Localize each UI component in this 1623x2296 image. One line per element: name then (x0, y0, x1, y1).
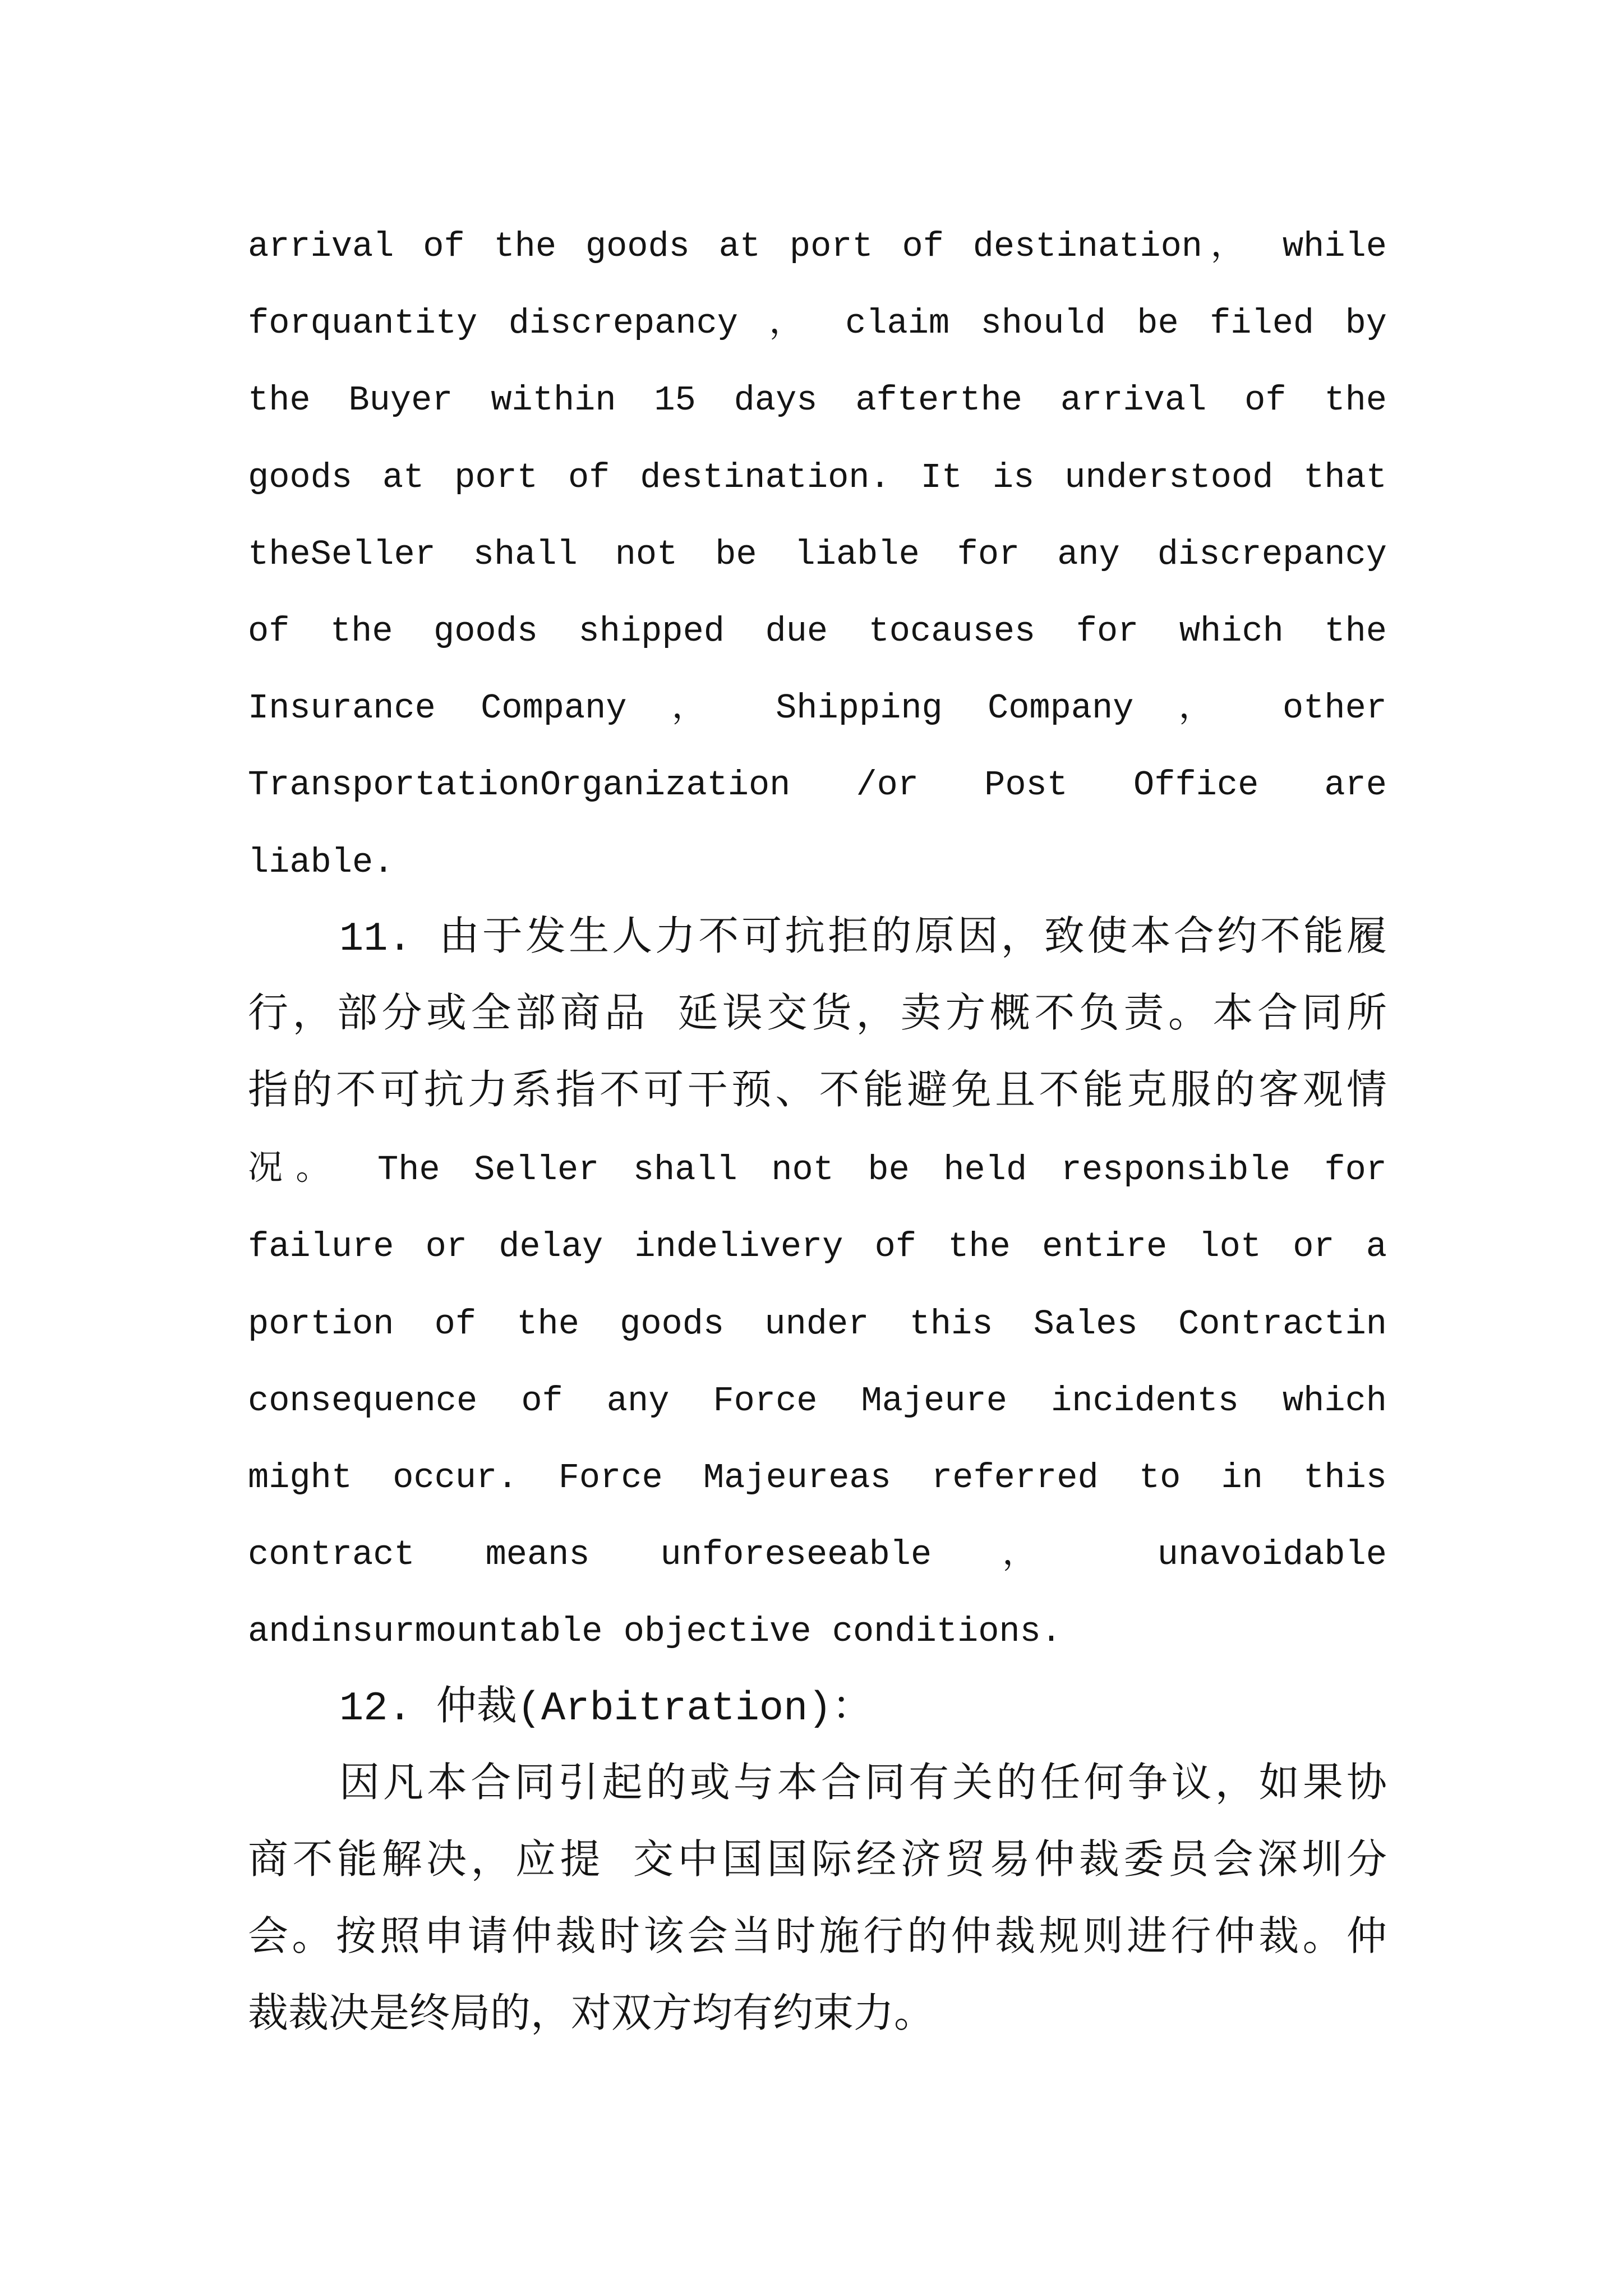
text-line: forquantity discrepancy ， claim should be filed by (248, 303, 1387, 344)
text-line: 11. 由于发生人力不可抗拒的原因，致使本合约不能履 (339, 915, 1387, 962)
text-line: 行，部分或全部商品 延误交货，卖方概不负责。本合同所 (248, 992, 1387, 1039)
text-line: of the goods shipped due tocauses for which the (248, 611, 1387, 651)
text-line: goods at port of destination. It is understood that (248, 457, 1387, 498)
text-line: 裁裁决是终局的，对双方均有约束力。 (248, 1993, 935, 2040)
text-line: 指的不可抗力系指不可干预、不能避免且不能克服的客观情 (248, 1070, 1387, 1116)
clause-10-end-paragraph (248, 208, 1387, 901)
text-line: 会。按照申请仲裁时该会当时施行的仲裁规则进行仲裁。仲 (248, 1916, 1387, 1963)
text-line: might occur. Force Majeureas referred to in this (248, 1458, 1387, 1498)
clause-12-heading: 12. 仲裁(Arbitration)： (339, 1685, 873, 1732)
text-line: liable. (248, 842, 394, 882)
clause-12-paragraph (248, 1747, 1387, 2055)
text-line: the Buyer within 15 days afterthe arrival of the (248, 380, 1387, 421)
text-line: andinsurmountable objective conditions. (248, 1612, 1062, 1652)
text-line: theSeller shall not be liable for any discrepancy (248, 534, 1387, 574)
clause-11-paragraph (248, 901, 1387, 1671)
text-line: failure or delay indelivery of the entire lot or a (248, 1227, 1387, 1267)
text-line: contract means unforeseeable ， unavoidable (248, 1535, 1387, 1575)
document-body (248, 208, 1387, 2055)
text-line: consequence of any Force Majeure incidents which (248, 1381, 1387, 1421)
text-line: portion of the goods under this Sales Contractin (248, 1304, 1387, 1344)
text-line: Insurance Company ， Shipping Company ， other (248, 688, 1387, 729)
text-line: 况。 The Seller shall not be held responsible for (248, 1150, 1387, 1190)
text-line: TransportationOrganization /or Post Office are (248, 765, 1387, 806)
text-line: 商不能解决，应提 交中国国际经济贸易仲裁委员会深圳分 (248, 1839, 1387, 1885)
text-line: arrival of the goods at port of destination， while (248, 227, 1387, 266)
text-line: 因凡本合同引起的或与本合同有关的任何争议，如果协 (339, 1762, 1387, 1809)
